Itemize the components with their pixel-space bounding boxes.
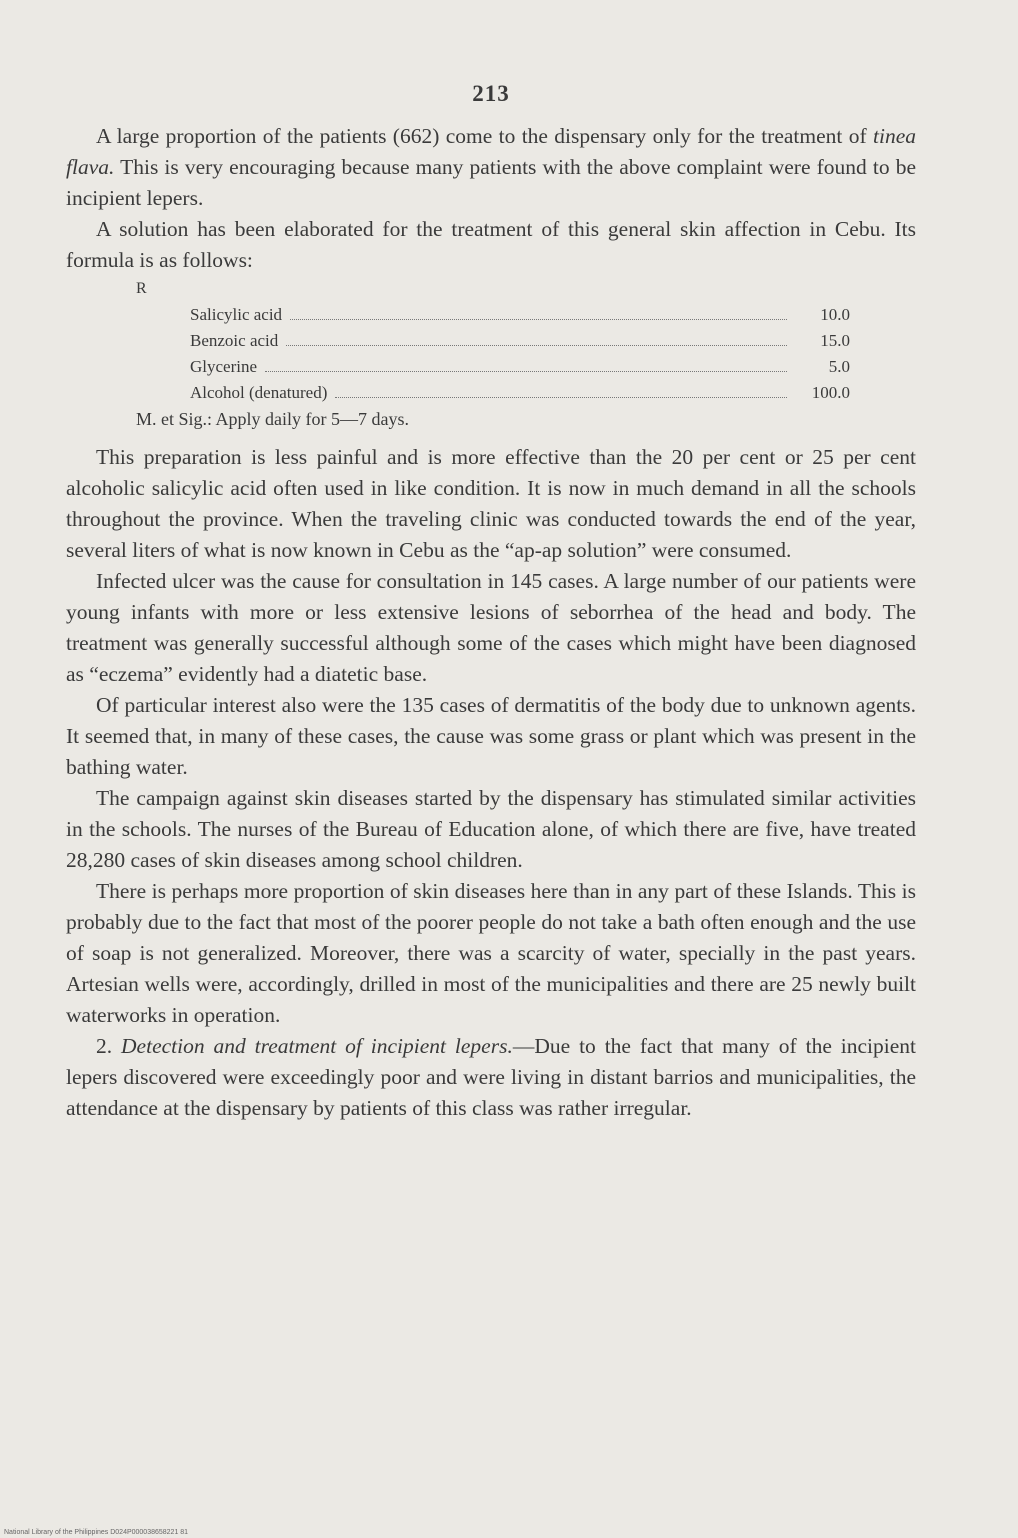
ingredient-quantity: 15.0 bbox=[820, 331, 850, 350]
ingredient-name: Alcohol (denatured) bbox=[190, 383, 328, 402]
ingredient-quantity: 100.0 bbox=[811, 383, 850, 402]
p1-text-b: This is very encouraging because many patients with the above complaint were found to be incipient lepers. bbox=[66, 155, 916, 210]
document-page bbox=[66, 78, 916, 1124]
leader-dots bbox=[286, 345, 787, 346]
page-number: 213 bbox=[472, 81, 510, 106]
prescription-symbol: R bbox=[136, 280, 147, 297]
paragraph-dermatitis: Of particular interest also were the 135 cases of dermatitis of the body due to unknown agents. It seemed that, in many of these cases, the cause was some grass or plant which was present in the bathing water. bbox=[66, 693, 916, 779]
ingredient-quantity: 5.0 bbox=[828, 357, 850, 376]
leader-dots bbox=[290, 319, 787, 320]
formula-list bbox=[190, 302, 850, 406]
formula-row bbox=[190, 302, 850, 328]
paragraph-incipient-lepers bbox=[66, 1031, 916, 1124]
p8-text: —Due to the fact that many of the incipient lepers discovered were exceedingly poor and were living in distant barrios and municipalities, the attendance at the dispensary by patients of this class was rather irregular. bbox=[66, 1034, 916, 1120]
paragraph-tinea-flava bbox=[66, 121, 916, 214]
formula-row bbox=[190, 380, 850, 406]
prescription-signature: M. et Sig.: Apply daily for 5—7 days. bbox=[136, 409, 409, 429]
ingredient-name: Glycerine bbox=[190, 357, 258, 376]
paragraph-campaign: The campaign against skin diseases started by the dispensary has stimulated similar activities in the schools. The nurses of the Bureau of Education alone, of which there are five, have treated 28,280 cases of skin diseases among school children. bbox=[66, 786, 916, 872]
ingredient-name: Benzoic acid bbox=[190, 331, 279, 350]
leader-dots bbox=[265, 371, 787, 372]
paragraph-preparation: This preparation is less painful and is more effective than the 20 per cent or 25 per cent alcoholic salicylic acid often used in like condition. It is now in much demand in all the schools throughout the province. When the traveling clinic was conducted towards the end of the year, several liters of what is now known in Cebu as the “ap-ap solution” were consumed. bbox=[66, 445, 916, 562]
p1-text-a: A large proportion of the patients (662) come to the dispensary only for the treatment of bbox=[96, 124, 873, 148]
formula-row bbox=[190, 354, 850, 380]
section-heading: Detection and treatment of incipient lepers. bbox=[121, 1034, 513, 1058]
paragraph-solution: A solution has been elaborated for the treatment of this general skin affection in Cebu. Its formula is as follows: bbox=[66, 217, 916, 272]
ingredient-name: Salicylic acid bbox=[190, 305, 283, 324]
leader-dots bbox=[335, 397, 787, 398]
paragraph-proportion: There is perhaps more proportion of skin diseases here than in any part of these Islands. This is probably due to the fact that most of the poorer people do not take a bath often enough and the use of soap is not generalized. Moreover, there was a scarcity of water, specially in the past years. Artesian wells were, accordingly, drilled in most of the municipalities and there are 25 newly built waterworks in operation. bbox=[66, 879, 916, 1027]
paragraph-infected-ulcer: Infected ulcer was the cause for consultation in 145 cases. A large number of our patients were young infants with more or less extensive lesions of seborrhea of the head and body. The treatment was generally successful although some of the cases which might have been diagnosed as “eczema” evidently had a diatetic base. bbox=[66, 569, 916, 686]
ingredient-quantity: 10.0 bbox=[820, 305, 850, 324]
section-number: 2. bbox=[96, 1034, 122, 1058]
scan-footer-code: National Library of the Philippines D024P000038658221 81 bbox=[4, 1529, 189, 1536]
formula-row bbox=[190, 328, 850, 354]
p1-italic: tinea flava. bbox=[66, 124, 916, 179]
